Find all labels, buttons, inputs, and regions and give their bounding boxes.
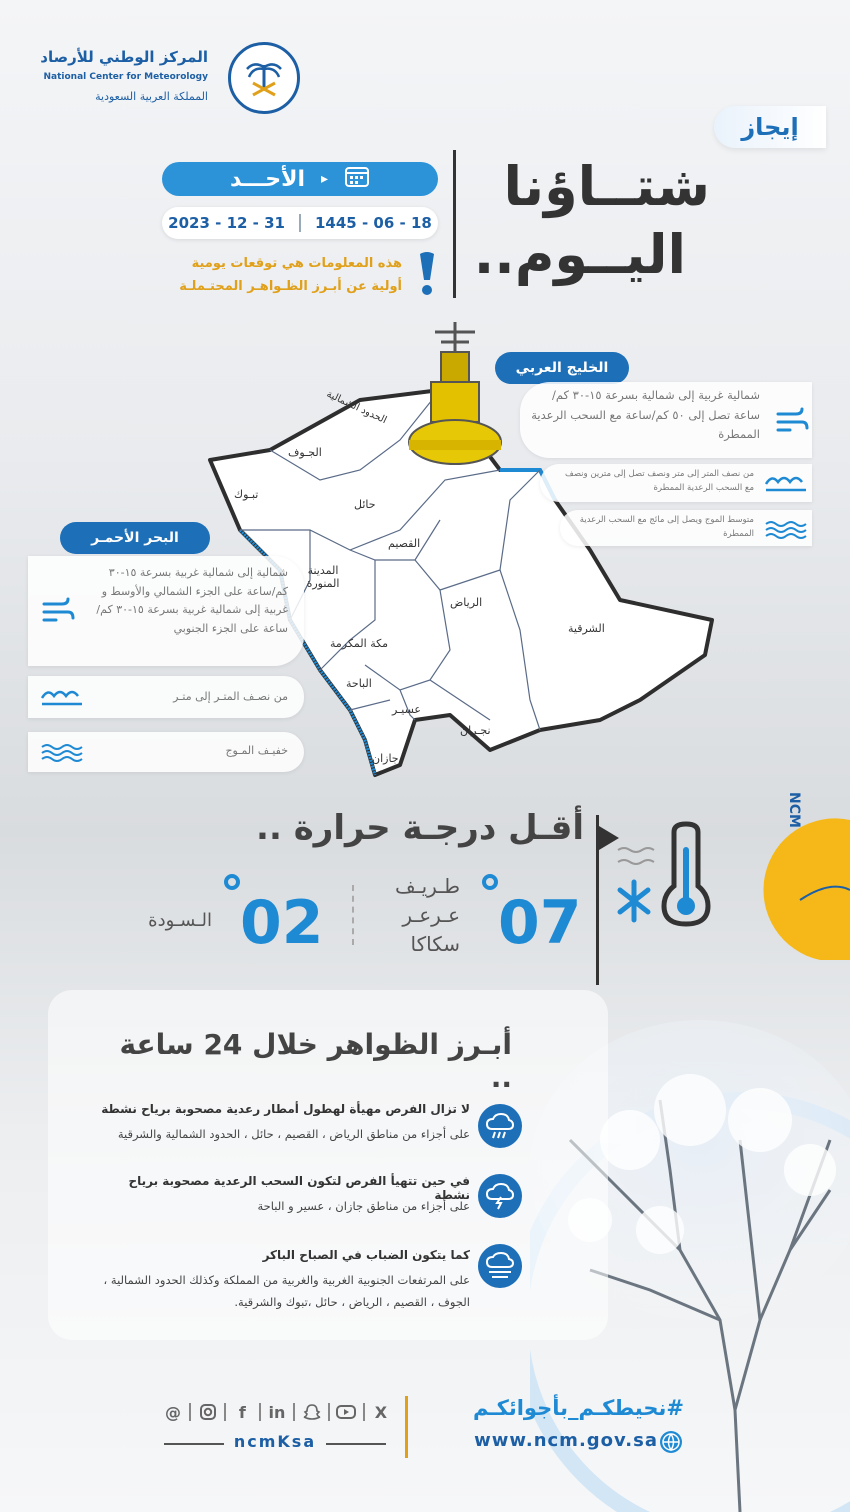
wind-icon [774, 402, 810, 438]
map-label-qassim: القصيم [388, 537, 421, 550]
phenomenon-3-body: على المرتفعات الجنوبية الغربية والغربية من المملكة وكذلك الحدود الشمالية ، الجوف ، القصيم ، الرياض ، حائل ،تبوك والشرقية. [103, 1273, 470, 1309]
day-pill [162, 162, 438, 196]
ncm-logo [40, 42, 290, 122]
map-label-baha: الباحة [346, 677, 372, 690]
gulf-region-tab: الخليج العربي [495, 352, 629, 384]
date-pill [162, 207, 438, 239]
phenomenon-3-head: كما يتكون الضباب في الصباح الباكر [262, 1248, 470, 1262]
map-label-northern-borders: الحدود الشمالية [324, 388, 389, 427]
website-link[interactable]: www.ncm.gov.sa [474, 1430, 658, 1451]
map-label-jazan: جازان [372, 752, 399, 765]
high-wave-icon [40, 686, 84, 708]
youtube-icon[interactable] [335, 1401, 357, 1423]
ncm-side-label: NCM [786, 792, 802, 828]
brief-tag: إيجاز [714, 106, 826, 148]
map-label-makkah: مكة المكرمة [330, 637, 389, 650]
map-label-madinah: المدينة المنورة [306, 564, 340, 590]
social-separator [293, 1403, 295, 1421]
sea-wave-icon [40, 741, 84, 763]
map-label-eastern: الشرقية [568, 622, 605, 635]
palm-emblem-icon [228, 42, 300, 114]
map-label-riyadh: الرياض [450, 596, 483, 609]
title-line-1: شتــاؤنا [503, 155, 710, 218]
location-1c: سكاكا [410, 932, 460, 956]
red-sea-sea-card [28, 732, 304, 772]
phenomenon-2-body: على أجزاء من مناطق جازان ، عسير و الباحة [257, 1199, 470, 1213]
thunder-cloud-icon [478, 1174, 522, 1218]
date-hijri: 1445 - 06 - 18 [315, 214, 432, 232]
social-icons-row [162, 1398, 392, 1426]
phenomenon-1-head: لا تزال الفرص مهيأة لهطول أمطار رعدية مصحوبة برياح نشطة [101, 1102, 470, 1116]
social-handle: ncmKsa [233, 1432, 317, 1451]
red-sea-wave-card [28, 676, 304, 718]
location-1a: طـريـف [395, 874, 460, 898]
social-separator [328, 1403, 330, 1421]
map-label-asir: عسيـر [392, 703, 421, 716]
title-line-2: اليــوم.. [473, 223, 686, 286]
map-label-jouf: الجـوف [288, 446, 322, 459]
x-icon[interactable]: X [374, 1402, 388, 1422]
social-separator [363, 1403, 365, 1421]
map-label-tabuk: تبـوك [234, 488, 259, 501]
exclamation-icon [412, 250, 442, 298]
gulf-wave-text: من نصف المتر إلى متر ونصف تصل إلى مترين ونصف مع السحب الرعدية الممطرة [565, 469, 754, 493]
location-1b: عـرعـر [402, 903, 460, 927]
social-separator [259, 1403, 261, 1421]
degree-symbol-2 [224, 874, 240, 890]
social-separator [224, 1403, 226, 1421]
facebook-icon[interactable]: f [238, 1402, 246, 1422]
date-separator [299, 214, 301, 232]
red-sea-wind-text: شمالية إلى شمالية غربية بسرعة ١٥-٣٠ كم/ساعة على الجزء الشمالي والأوسط و غربية إلى شمالية غربية بسرعة ١٥-٣٠ كم/ساعة على الجزء الجنوبي [96, 566, 288, 636]
phenomenon-2-head: في حين تتهيأ الفرص لتكون السحب الرعدية مصحوبة برياح نشطة [128, 1174, 470, 1202]
handle-line-right [326, 1443, 386, 1445]
chevron-icon: ▸ [321, 171, 329, 187]
wind-icon [40, 592, 76, 628]
linkedin-icon[interactable]: in [268, 1402, 286, 1422]
phenomenon-1-body: على أجزاء من مناطق الرياض ، القصيم ، حائل ، الحدود الشمالية والشرقية [117, 1127, 470, 1141]
min-temp-value-2: 02 [240, 888, 324, 958]
sea-wave-icon [764, 518, 808, 540]
social-separator [189, 1403, 191, 1421]
calendar-icon [344, 164, 370, 194]
gulf-sea-card [560, 510, 812, 546]
ncm-side-arc [760, 780, 850, 1040]
hashtag: #نحيطكـم_بأجوائكـم [472, 1396, 684, 1420]
date-gregorian: 2023 - 12 - 31 [168, 214, 285, 232]
gulf-sea-text: متوسط الموج ويصل إلى مائج مع السحب الرعدية الممطرة [579, 515, 754, 539]
instagram-icon[interactable] [197, 1401, 219, 1423]
footer-divider [405, 1396, 408, 1458]
day-label: الأحـــد [229, 166, 305, 192]
min-temp-locations-1 [376, 872, 460, 959]
min-temp-title: أقـل درجـة حرارة .. [256, 808, 584, 848]
globe-icon [660, 1431, 682, 1453]
degree-symbol-1 [482, 874, 498, 890]
red-sea-region-tab: البحر الأحمـر [60, 522, 210, 554]
disclaimer-line-2: أولية عن أبـرز الظـواهـر المحتـملـة [179, 279, 402, 294]
red-sea-wind-card [28, 556, 304, 666]
high-wave-icon [764, 472, 808, 494]
gulf-wind-text: شمالية غربية إلى شمالية بسرعة ١٥-٣٠ كم/ساعة تصل إلى ٥٠ كم/ساعة مع السحب الرعدية الممطرة [531, 388, 760, 442]
snapchat-icon[interactable] [301, 1401, 323, 1423]
thermometer-icon [612, 820, 722, 930]
map-label-najran: نجـران [460, 724, 491, 737]
threads-icon[interactable]: @ [165, 1402, 181, 1422]
thunderstorm-rain-icon [478, 1104, 522, 1148]
min-temp-value-1: 07 [498, 888, 582, 958]
fog-icon [478, 1244, 522, 1288]
temp-divider [352, 885, 354, 945]
org-name-en: National Center for Meteorology [43, 72, 208, 82]
weather-buoy-icon [405, 322, 505, 472]
red-sea-sea-text: خفيـف المـوج [225, 744, 288, 757]
min-temp-location-2: الـسـودة [148, 910, 212, 931]
country-name: المملكة العربية السعودية [95, 90, 208, 103]
gulf-wave-card [540, 464, 812, 502]
disclaimer-line-1: هذه المعلومات هي توقعات يومية [191, 256, 402, 271]
red-sea-wave-text: من نصـف المتـر إلى متـر [173, 690, 288, 703]
phenomena-title: أبـرز الظواهر خلال 24 ساعة .. [119, 1028, 512, 1094]
map-label-hail: حائل [354, 498, 376, 511]
title-divider [453, 150, 456, 298]
gulf-wind-card [520, 382, 812, 458]
org-name-ar: المركز الوطني للأرصاد [40, 48, 208, 66]
